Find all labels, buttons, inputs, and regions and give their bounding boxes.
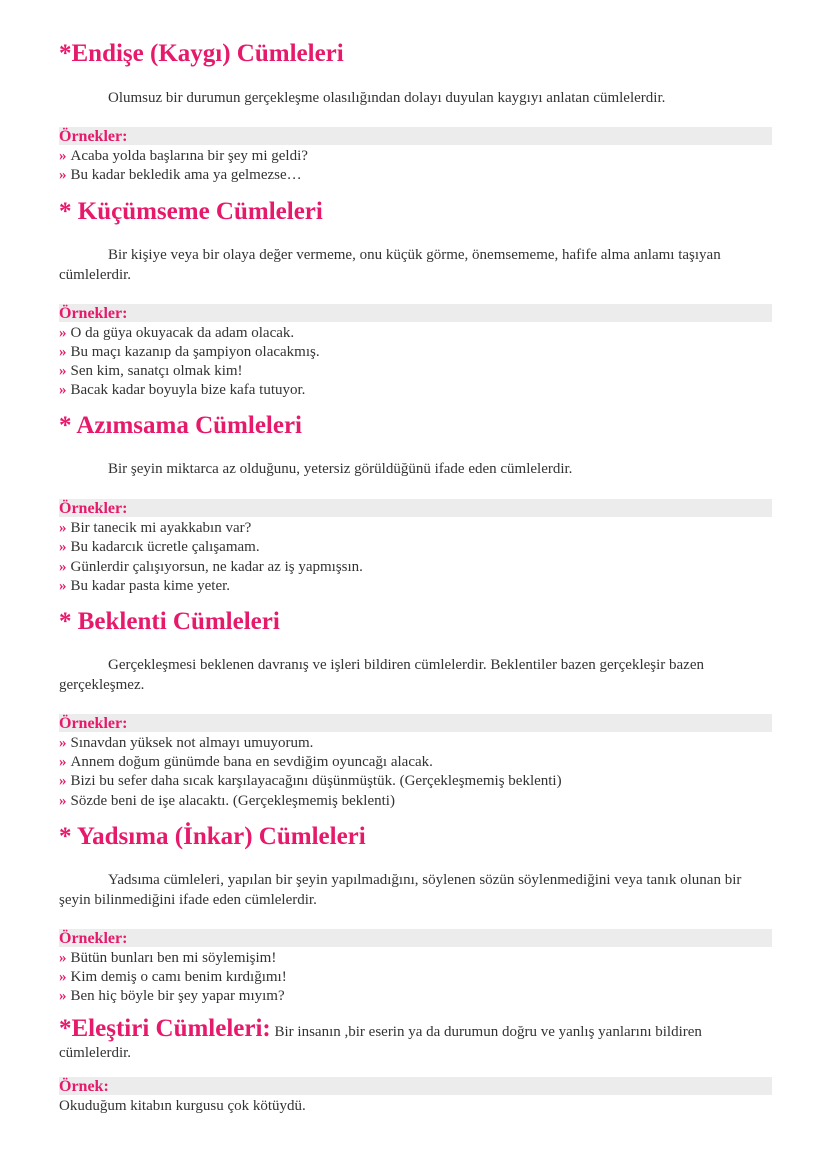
section-heading-beklenti: * Beklenti Cümleleri [59,608,280,635]
bullet-icon: » [59,950,67,966]
section-description-elestiri: Bir insanın ,bir eserin ya da durumun doğru ve yanlış yanlarını bildiren cümlelerdir. [59,1024,702,1061]
examples-band [59,499,772,517]
examples-label: Örnekler: [59,500,128,517]
list-item: » Sözde beni de işe alacaktı. (Gerçekleşmemiş beklenti) [59,793,395,809]
list-item: » Sen kim, sanatçı olmak kim! [59,363,243,379]
bullet-icon: » [59,344,67,360]
bullet-icon: » [59,363,67,379]
section-description-azimsama: Bir şeyin miktarca az olduğunu, yetersiz görüldüğünü ifade eden cümlelerdir. [108,461,573,477]
section-heading-endise: *Endişe (Kaygı) Cümleleri [59,40,344,67]
bullet-icon: » [59,735,67,751]
section-heading-kucumseme: * Küçümseme Cümleleri [59,198,323,225]
list-item: » Acaba yolda başlarına bir şey mi geldi? [59,148,308,164]
section-description-kucumseme: Bir kişiye veya bir olaya değer vermeme, onu küçük görme, önemsememe, hafife alma anlamı taşıyan cümlelerdir. [59,247,721,283]
list-item: » Kim demiş o camı benim kırdığımı! [59,969,287,985]
list-item: » Bu kadar bekledik ama ya gelmezse… [59,167,302,183]
examples-band [59,1077,772,1095]
section-heading-elestiri: *Eleştiri Cümleleri: [59,1015,271,1042]
section-description-beklenti: Gerçekleşmesi beklenen davranış ve işleri bildiren cümlelerdir. Beklentiler bazen gerçekleşir bazen gerçekleşmez. [59,657,704,693]
examples-band [59,127,772,145]
section-elestiri [59,1015,772,1064]
section-heading-yadsima: * Yadsıma (İnkar) Cümleleri [59,823,366,850]
examples-label: Örnekler: [59,128,128,145]
bullet-icon: » [59,325,67,341]
list-item: » Sınavdan yüksek not almayı umuyorum. [59,735,314,751]
list-item: » Günlerdir çalışıyorsun, ne kadar az iş yapmışsın. [59,559,363,575]
bullet-icon: » [59,167,67,183]
examples-label: Örnekler: [59,305,128,322]
bullet-icon: » [59,148,67,164]
examples-band [59,714,772,732]
section-heading-azimsama: * Azımsama Cümleleri [59,412,303,439]
list-item: » Annem doğum günümde bana en sevdiğim oyuncağı alacak. [59,754,433,770]
section-description-yadsima: Yadsıma cümleleri, yapılan bir şeyin yapılmadığını, söylenen sözün söylenmediğini veya tanık olunan bir şeyin bilinmediğini ifade eden cümlelerdir. [59,872,742,908]
section-description-endise: Olumsuz bir durumun gerçekleşme olasılığından dolayı duyulan kaygıyı anlatan cümlelerdir. [108,90,666,106]
bullet-icon: » [59,969,67,985]
list-item: » Bütün bunları ben mi söylemişim! [59,950,277,966]
bullet-icon: » [59,793,67,809]
list-item: » Bacak kadar boyuyla bize kafa tutuyor. [59,382,306,398]
bullet-icon: » [59,578,67,594]
bullet-icon: » [59,539,67,555]
list-item: » Bu maçı kazanıp da şampiyon olacakmış. [59,344,320,360]
bullet-icon: » [59,754,67,770]
list-item: » Bu kadarcık ücretle çalışamam. [59,539,260,555]
list-item: » Bu kadar pasta kime yeter. [59,578,231,594]
list-item: » Bir tanecik mi ayakkabın var? [59,520,252,536]
list-item: » Ben hiç böyle bir şey yapar mıyım? [59,988,285,1004]
bullet-icon: » [59,988,67,1004]
bullet-icon: » [59,520,67,536]
examples-band [59,929,772,947]
bullet-icon: » [59,382,67,398]
list-item: » Bizi bu sefer daha sıcak karşılayacağını düşünmüştük. (Gerçekleşmemiş beklenti) [59,773,562,789]
examples-band [59,304,772,322]
bullet-icon: » [59,559,67,575]
examples-label: Örnekler: [59,930,128,947]
example-text: Okuduğum kitabın kurgusu çok kötüydü. [59,1098,306,1114]
bullet-icon: » [59,773,67,789]
example-label: Örnek: [59,1078,109,1095]
examples-label: Örnekler: [59,715,128,732]
list-item: » O da güya okuyacak da adam olacak. [59,325,295,341]
